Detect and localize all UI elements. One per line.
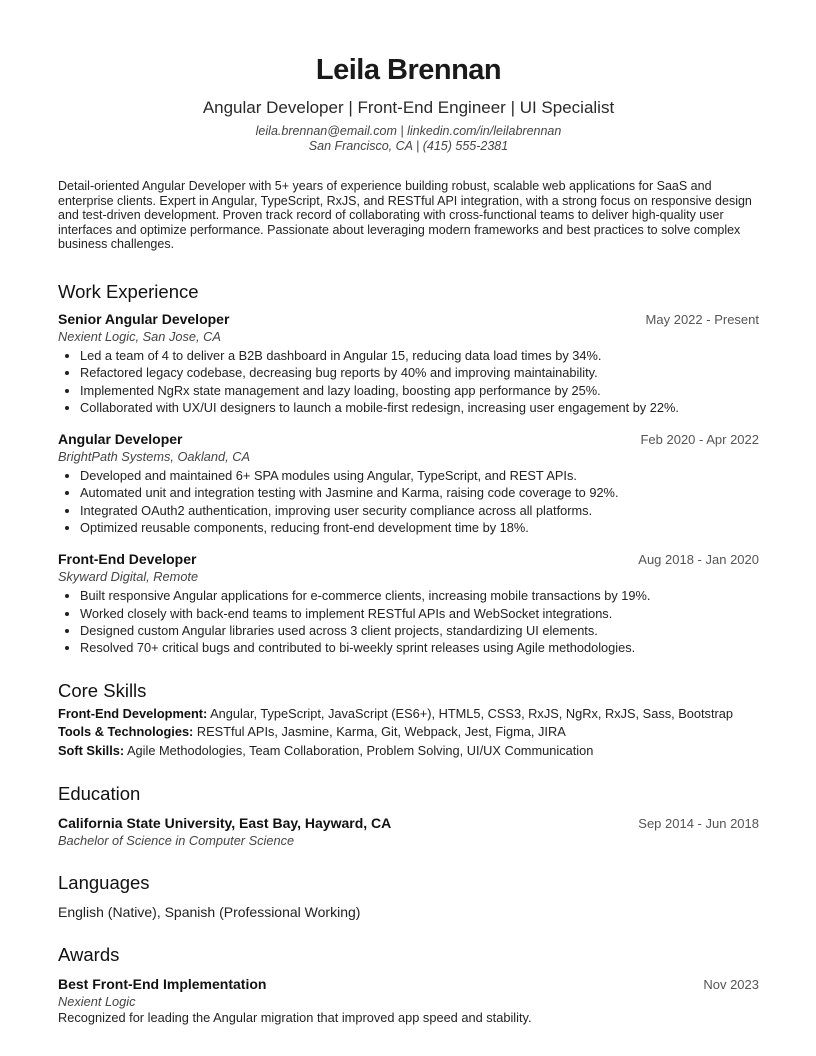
job-entry xyxy=(58,550,759,656)
skill-line xyxy=(58,742,759,761)
skill-values: RESTful APIs, Jasmine, Karma, Git, Webpack, Jest, Figma, JIRA xyxy=(193,724,566,740)
job-bullet: • Worked closely with back-end teams to implement RESTful APIs and WebSocket integrations. xyxy=(80,605,759,622)
summary-paragraph: Detail-oriented Angular Developer with 5+ years of experience building robust, scalable web applications for SaaS and enterprise clients. Expert in Angular, TypeScript, RxJS, and RESTful API integration, with a strong focus on responsive design and test-driven development. Proven track record of collaborating with cross-functional teams to deliver high-quality user interfaces and optimize performance. Passionate about leveraging modern frameworks and best practices to solve complex business challenges. xyxy=(58,179,752,252)
award-organization: Nexient Logic xyxy=(58,994,136,1010)
award-date: Nov 2023 xyxy=(703,977,759,993)
job-title: Senior Angular Developer xyxy=(58,310,230,327)
skill-category-label: Tools & Technologies: xyxy=(58,724,194,740)
skill-line xyxy=(58,705,759,724)
job-bullet: • Developed and maintained 6+ SPA modules using Angular, TypeScript, and REST APIs. xyxy=(80,467,759,484)
skill-category-label: Front-End Development: xyxy=(58,705,208,721)
job-bullet: • Built responsive Angular applications for e-commerce clients, increasing mobile transactions by 19%. xyxy=(80,587,759,604)
awards-heading: Awards xyxy=(58,944,120,966)
job-bullet: • Resolved 70+ critical bugs and contributed to bi-weekly sprint releases using Agile methodologies. xyxy=(80,639,759,656)
education-heading: Education xyxy=(58,783,141,805)
job-bullet-list xyxy=(58,467,759,536)
education-dates: Sep 2014 - Jun 2018 xyxy=(638,816,759,832)
degree: Bachelor of Science in Computer Science xyxy=(58,833,295,849)
job-bullet: • Refactored legacy codebase, decreasing bug reports by 40% and improving maintainability. xyxy=(80,364,759,381)
job-company: Nexient Logic, San Jose, CA xyxy=(58,328,221,344)
job-company: Skyward Digital, Remote xyxy=(58,569,199,585)
job-title: Angular Developer xyxy=(58,431,183,448)
job-bullet: • Integrated OAuth2 authentication, improving user security compliance across all platforms. xyxy=(80,502,759,519)
job-company: BrightPath Systems, Oakland, CA xyxy=(58,449,251,465)
job-dates: May 2022 - Present xyxy=(645,311,759,327)
job-dates: Feb 2020 - Apr 2022 xyxy=(640,432,759,448)
headline: Angular Developer | Front-End Engineer | UI Specialist xyxy=(202,98,615,117)
job-bullet-list xyxy=(58,347,759,416)
languages-text: English (Native), Spanish (Professional Working) xyxy=(58,904,361,921)
languages-heading: Languages xyxy=(58,872,150,894)
job-bullet: • Led a team of 4 to deliver a B2B dashboard in Angular 15, reducing data load times by 34%. xyxy=(80,347,759,364)
award-title: Best Front-End Implementation xyxy=(58,976,267,993)
job-entry xyxy=(58,310,759,416)
contact-line-location-phone: San Francisco, CA | (415) 555-2381 xyxy=(308,139,509,153)
candidate-name: Leila Brennan xyxy=(315,54,502,86)
skills-section xyxy=(58,679,759,761)
education-section xyxy=(58,782,759,849)
job-bullet: • Collaborated with UX/UI designers to launch a mobile-first redesign, increasing user engagement by 22%. xyxy=(80,399,759,416)
skill-line xyxy=(58,723,759,742)
school-name: California State University, East Bay, Hayward, CA xyxy=(58,815,392,832)
job-bullet-list xyxy=(58,587,759,656)
job-entry xyxy=(58,430,759,536)
job-dates: Aug 2018 - Jan 2020 xyxy=(638,552,759,568)
job-bullet: • Designed custom Angular libraries used across 3 client projects, standardizing UI elements. xyxy=(80,622,759,639)
contact-line-email-linkedin: leila.brennan@email.com | linkedin.com/in/leilabrennan xyxy=(255,124,562,138)
languages-section xyxy=(58,871,759,921)
skills-heading: Core Skills xyxy=(58,679,147,701)
job-bullet: • Automated unit and integration testing with Jasmine and Karma, raising code coverage to 92%. xyxy=(80,484,759,501)
skill-values: Angular, TypeScript, JavaScript (ES6+), HTML5, CSS3, RxJS, NgRx, RxJS, Sass, Bootstrap xyxy=(207,705,733,721)
job-title: Front-End Developer xyxy=(58,551,197,568)
job-bullet: • Implemented NgRx state management and lazy loading, boosting app performance by 25%. xyxy=(80,382,759,399)
experience-section xyxy=(58,280,759,657)
awards-section xyxy=(58,943,759,1026)
experience-heading: Work Experience xyxy=(58,280,199,302)
skill-values: Agile Methodologies, Team Collaboration, Problem Solving, UI/UX Communication xyxy=(124,742,594,758)
resume-page xyxy=(58,52,759,1026)
job-bullet: • Optimized reusable components, reducing front-end development time by 18%. xyxy=(80,519,759,536)
skill-category-label: Soft Skills: xyxy=(58,742,125,758)
award-description: Recognized for leading the Angular migration that improved app speed and stability. xyxy=(58,1010,532,1026)
